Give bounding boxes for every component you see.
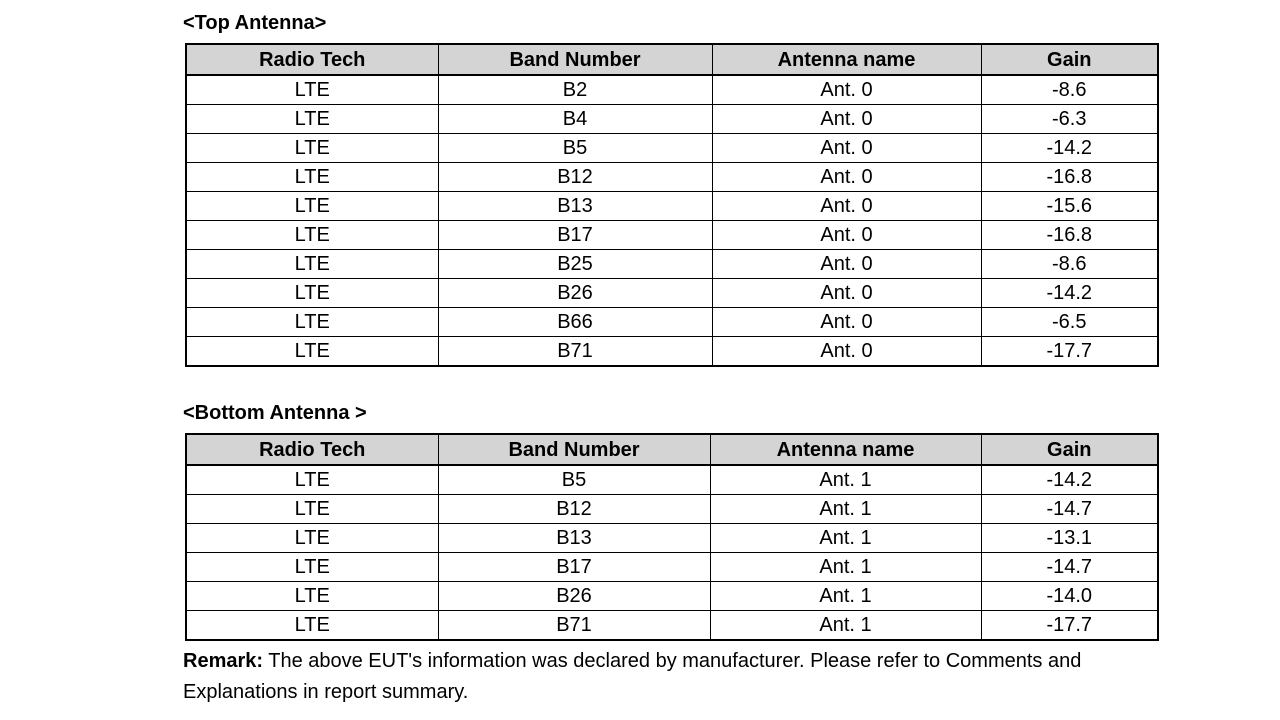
table-row [186,308,1158,337]
table-cell: B71 [438,611,710,641]
table-row [186,279,1158,308]
table-cell: -8.6 [981,75,1158,105]
table-cell: Ant. 0 [712,134,981,163]
table-row [186,163,1158,192]
table-cell: -14.2 [981,279,1158,308]
table-cell: Ant. 0 [712,250,981,279]
table-cell: B2 [438,75,712,105]
table-row [186,495,1158,524]
column-header: Gain [981,44,1158,75]
table-row [186,465,1158,495]
table-cell: -13.1 [981,524,1158,553]
table-cell: Ant. 1 [710,611,981,641]
table-cell: LTE [186,524,438,553]
bottom-antenna-table [185,433,1159,641]
table-cell: Ant. 0 [712,105,981,134]
table-cell: -14.2 [981,465,1158,495]
table-cell: Ant. 1 [710,582,981,611]
table-cell: -6.5 [981,308,1158,337]
table-cell: B12 [438,495,710,524]
table-cell: B5 [438,465,710,495]
table-cell: -17.7 [981,337,1158,367]
column-header: Antenna name [712,44,981,75]
table-row [186,134,1158,163]
table-row [186,192,1158,221]
column-header: Gain [981,434,1158,465]
table-cell: B13 [438,192,712,221]
table-cell: LTE [186,105,438,134]
table-cell: Ant. 1 [710,465,981,495]
table-cell: LTE [186,582,438,611]
table-cell: B17 [438,221,712,250]
table-cell: LTE [186,553,438,582]
table-cell: Ant. 0 [712,337,981,367]
table-cell: -16.8 [981,221,1158,250]
table-cell: LTE [186,611,438,641]
table-cell: LTE [186,308,438,337]
table-cell: LTE [186,337,438,367]
table-cell: LTE [186,134,438,163]
table-cell: LTE [186,279,438,308]
remark-paragraph [183,646,1163,708]
column-header: Band Number [438,434,710,465]
table-cell: Ant. 0 [712,163,981,192]
table-row [186,337,1158,367]
table-cell: Ant. 0 [712,75,981,105]
table-cell: -16.8 [981,163,1158,192]
column-header: Radio Tech [186,44,438,75]
table-row [186,105,1158,134]
top-antenna-title: <Top Antenna> [183,12,327,34]
table-cell: Ant. 0 [712,308,981,337]
table-row [186,582,1158,611]
table-row [186,611,1158,641]
table-header-row [186,44,1158,75]
column-header: Radio Tech [186,434,438,465]
top-antenna-table [185,43,1159,367]
table-cell: -14.0 [981,582,1158,611]
table-cell: Ant. 1 [710,553,981,582]
table-cell: B12 [438,163,712,192]
table-row [186,250,1158,279]
table-cell: Ant. 0 [712,192,981,221]
table-cell: -14.2 [981,134,1158,163]
table-cell: B13 [438,524,710,553]
table-cell: Ant. 0 [712,221,981,250]
column-header: Antenna name [710,434,981,465]
table-cell: B26 [438,582,710,611]
table-cell: Ant. 1 [710,495,981,524]
table-cell: B5 [438,134,712,163]
table-row [186,553,1158,582]
table-row [186,524,1158,553]
table-cell: LTE [186,75,438,105]
table-cell: -17.7 [981,611,1158,641]
table-cell: B17 [438,553,710,582]
table-cell: B4 [438,105,712,134]
table-cell: LTE [186,163,438,192]
table-header-row [186,434,1158,465]
table-cell: Ant. 0 [712,279,981,308]
table-cell: -6.3 [981,105,1158,134]
table-cell: LTE [186,495,438,524]
table-cell: B25 [438,250,712,279]
remark-text: The above EUT's information was declared by manufacturer. Please refer to Comments and Explanations in report summary. [183,650,1082,703]
table-cell: LTE [186,192,438,221]
table-cell: LTE [186,250,438,279]
bottom-antenna-title: <Bottom Antenna > [183,402,367,424]
table-row [186,221,1158,250]
table-cell: -15.6 [981,192,1158,221]
table-cell: -8.6 [981,250,1158,279]
table-cell: LTE [186,221,438,250]
table-cell: B71 [438,337,712,367]
table-cell: -14.7 [981,553,1158,582]
table-cell: Ant. 1 [710,524,981,553]
remark-label: Remark: [183,650,264,672]
column-header: Band Number [438,44,712,75]
table-cell: LTE [186,465,438,495]
table-cell: B66 [438,308,712,337]
table-cell: B26 [438,279,712,308]
table-row [186,75,1158,105]
table-cell: -14.7 [981,495,1158,524]
